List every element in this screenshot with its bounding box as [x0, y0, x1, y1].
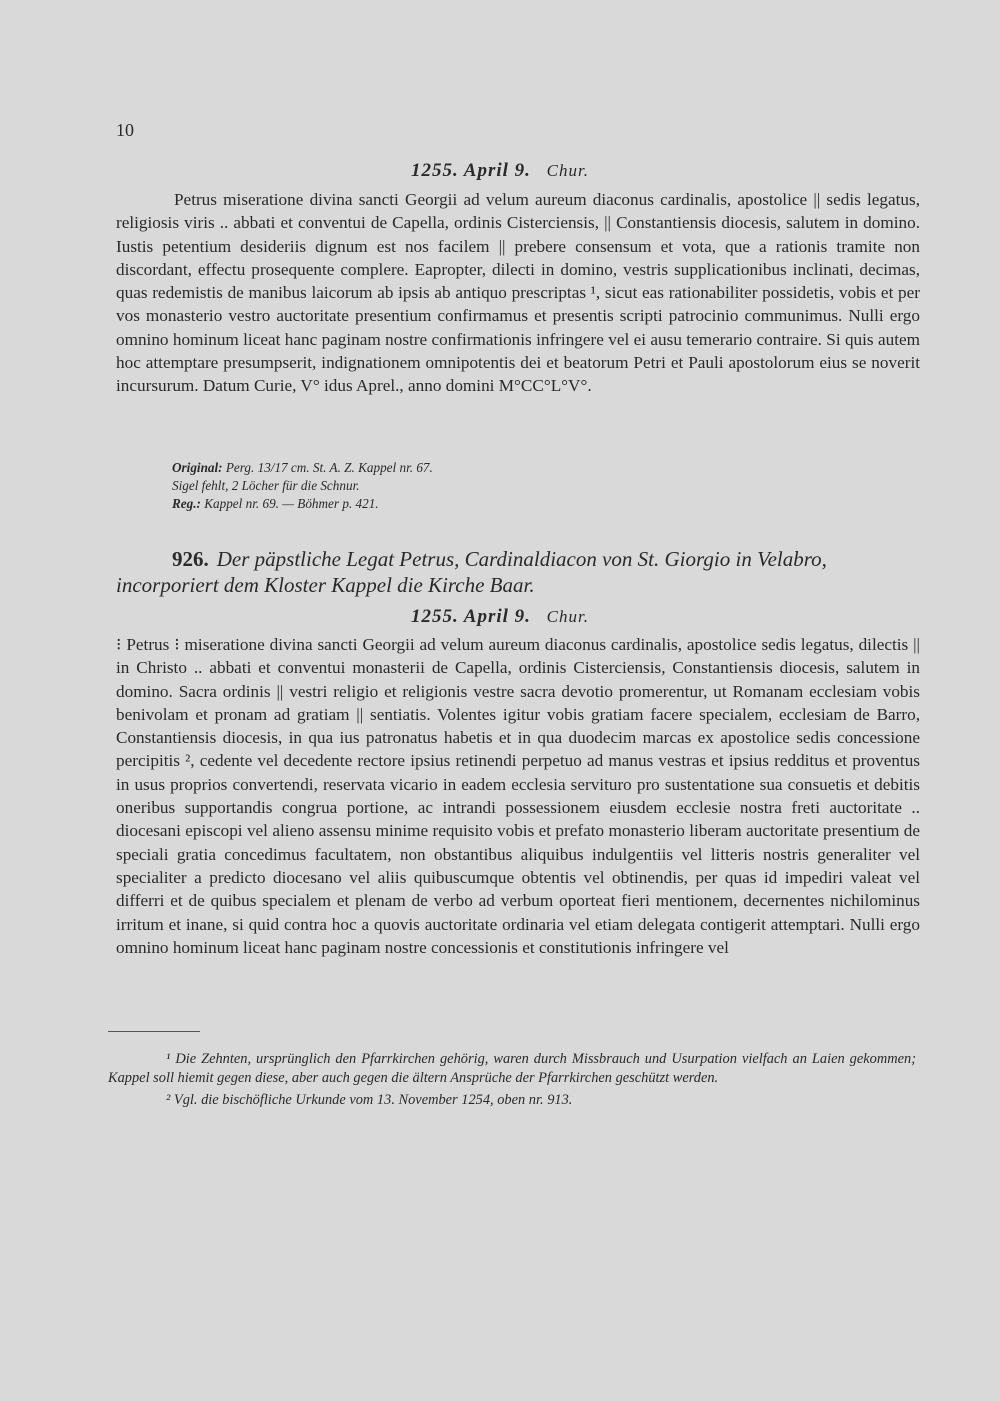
doc1-seal-line: Sigel fehlt, 2 Löcher für die Schnur. — [172, 477, 360, 493]
reg-value: Kappel nr. 69. — Böhmer p. 421. — [204, 495, 379, 511]
original-label: Original: — [172, 460, 223, 475]
doc1-date-heading — [0, 160, 1000, 182]
page-number: 10 — [116, 120, 134, 140]
doc1-reg-line — [172, 495, 872, 513]
reg-label: Reg.: — [172, 495, 201, 511]
doc1-meta — [172, 459, 872, 512]
doc2-date: 1255. April 9. — [411, 606, 531, 627]
doc1-original-line — [172, 459, 872, 477]
doc2-date-heading — [0, 606, 1000, 628]
doc1-body — [116, 188, 920, 398]
footnote-divider — [108, 1031, 200, 1032]
footnote-1: ¹ Die Zehnten, ursprünglich den Pfarrkirchen gehörig, waren durch Missbrauch und Usurpation vielfach an Laien gekommen; Kappel soll hiemit gegen diese, aber auch gegen die ältern Ansprüche der Pfarrkirchen geschützt werden. — [108, 1051, 916, 1086]
doc2-title-block — [116, 546, 922, 598]
doc2-body — [116, 633, 920, 959]
doc1-date: 1255. April 9. — [411, 160, 531, 181]
doc1-text: Petrus miseratione divina sancti Georgii ad velum aureum diaconus cardinalis, apostolice || sedis legatus, religiosis viris .. abbati et conventui de Capella, ordinis Cisterciensis, || Constantiensis diocesis, salutem in domino. Iustis petentium desideriis dignum est nos facilem || prebere consensum et vota, que a rationis tramite non discordant, effectu prosequente complere. Eapropter, dilecti in domino, vestris supplicationibus inclinati, decimas, quas redemistis de manibus laicorum ab ipsis ab antiquo prescriptas ¹, sicut eas rationabiliter possidetis, vobis et per vos monasterio vestro auctoritate presentium confirmamus et presentis scripti patrocinio communimus. Nulli ergo omnino hominum liceat hanc paginam nostre confirmationis infringere vel ei ausu temerario contraire. Si quis autem hoc attemptare presumpserit, indignationem omnipotentis dei et beatorum Petri et Pauli apostolorum eius se noverit incursurum. Datum Curie, V° idus Aprel., anno domini M°CC°L°V°. — [116, 190, 920, 396]
original-value: Perg. 13/17 cm. St. A. Z. Kappel nr. 67. — [225, 460, 433, 475]
doc1-place: Chur. — [546, 161, 589, 180]
doc2-title: Der päpstliche Legat Petrus, Cardinaldiacon von St. Giorgio in Velabro, incorporiert dem Kloster Kappel die Kirche Baar. — [116, 547, 827, 597]
footnotes — [108, 1050, 916, 1110]
doc2-place: Chur. — [546, 607, 589, 626]
doc2-text: ⁝ Petrus ⁝ miseratione divina sancti Georgii ad velum aureum diaconus cardinalis, apostolice sedis legatus, dilectis || in Christo .. abbati et conventui monasterii de Capella, ordinis Cisterciensis, Constantiensis diocesis, salutem in domino. Sacra ordinis || vestri religio et religionis vestre sacra devotio promerentur, ut Romanam ecclesiam vobis benivolam et pronam ad gratiam || sentiatis. Volentes igitur vobis gratiam facere specialem, ecclesiam de Barro, Constantiensis diocesis, in qua ius patronatus habetis et in qua duodecim marcas ex apostolice sedis concessione percipitis ², cedente vel decedente rectore ipsius retinendi perpetuo ad manus vestras et ipsius redditus et proventus in usus proprios convertendi, reservata vicario in eadem ecclesia servituro pro sustentatione sua consuetis et debitis oneribus supportandis congrua portione, ac intrandi possessionem eiusdem ecclesie nostra freti auctoritate .. diocesani episcopi vel alieno assensu minime requisito vobis et prefato monasterio liberam auctoritate presentium de speciali gratia concedimus facultatem, non obstantibus aliquibus indulgentiis vel litteris nostris generaliter vel specialiter a predicto diocesano vel aliis quibuscumque obtentis vel obtinendis, per quas id impediri valeat vel differri et de quibus specialem et plenam de verbo ad verbum oporteat fieri mentionem, decernentes nichilominus irritum et inane, si quid contra hoc a quovis auctoritate ordinaria vel etiam delegata contigerit attemptari. Nulli ergo omnino hominum liceat hanc paginam nostre concessionis et constitutionis infringere vel — [116, 635, 920, 957]
doc2-number: 926. — [172, 547, 209, 571]
footnote-2: ² Vgl. die bischöfliche Urkunde vom 13. November 1254, oben nr. 913. — [166, 1092, 573, 1108]
